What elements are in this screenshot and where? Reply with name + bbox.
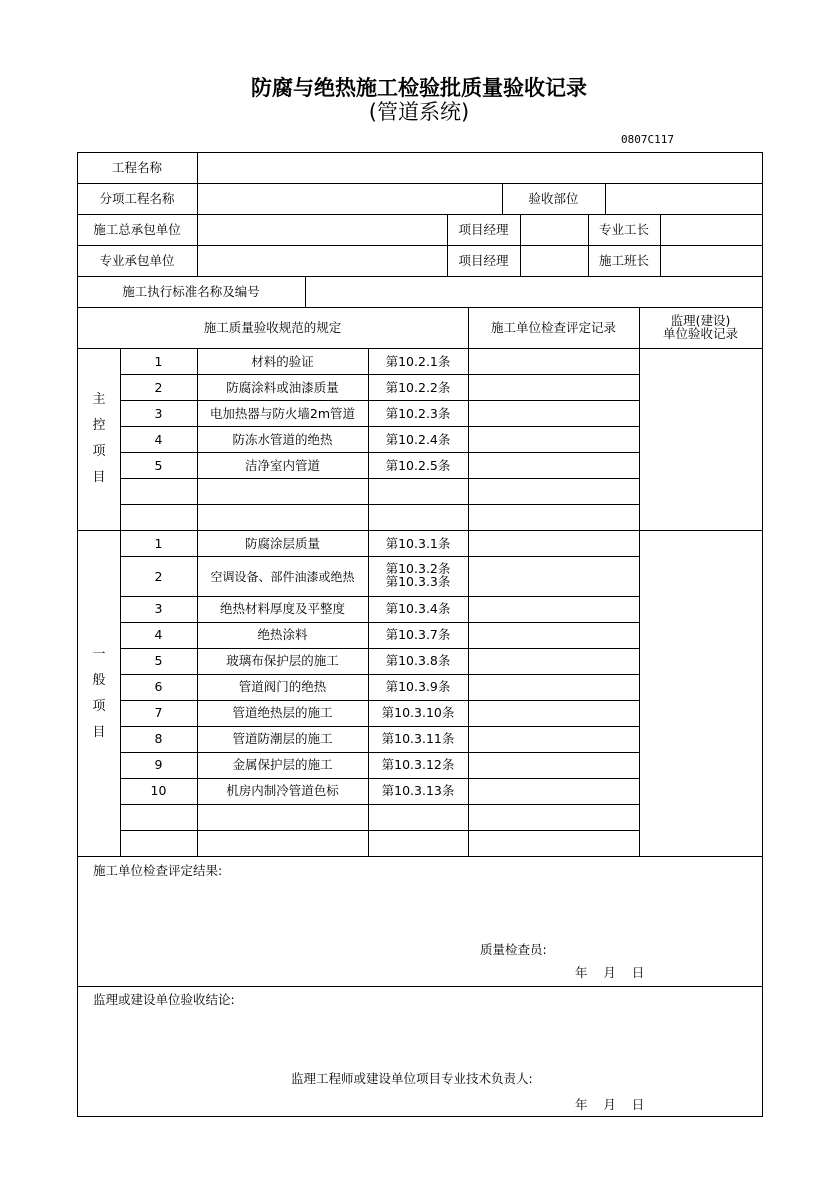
subitem-name-label: 分项工程名称 [99,191,175,206]
clause-ref: 第10.3.4条 [385,601,451,616]
item-name: 管道防潮层的施工 [232,731,333,746]
row-number: 10 [150,783,167,798]
row-number: 2 [154,380,163,395]
row-number: 5 [154,653,163,668]
row-number: 2 [154,569,163,584]
row-number: 4 [154,627,163,642]
row-number: 6 [154,679,163,694]
supervisor-record-header: 监理(建设) 单位验收记录 [662,313,738,341]
clause-ref: 第10.2.3条 [385,406,451,421]
general-contractor-label: 施工总承包单位 [93,222,181,237]
item-name: 防冻水管道的绝热 [232,432,333,447]
supervisor-date: 年 月 日 [575,1097,645,1112]
clause-ref: 第10.3.10条 [381,705,455,720]
contractor-record-header: 施工单位检查评定记录 [490,320,616,335]
item-name: 电加热器与防火墙2m管道 [209,406,356,421]
item-name: 材料的验证 [251,354,314,369]
clause-ref: 第10.3.7条 [385,627,451,642]
specialty-foreman-label: 专业工长 [598,222,649,237]
clause-ref: 第10.3.9条 [385,679,451,694]
clause-ref: 第10.2.4条 [385,432,451,447]
row-number: 1 [154,536,163,551]
clause-ref: 第10.3.11条 [381,731,455,746]
project-manager-label-2: 项目经理 [458,253,509,268]
item-name: 机房内制冷管道色标 [226,783,339,798]
contractor-date: 年 月 日 [575,965,645,980]
row-number: 7 [154,705,163,720]
row-number: 9 [154,757,163,772]
page-subtitle: (管道系统) [368,100,470,124]
project-manager-label: 项目经理 [458,222,509,237]
item-name: 管道绝热层的施工 [232,705,333,720]
acceptance-part-label: 验收部位 [528,191,579,206]
row-number: 3 [154,601,163,616]
item-name: 金属保护层的施工 [232,757,333,772]
row-number: 5 [154,458,163,473]
general-items-label: 一 般 项 目 [92,647,106,740]
clause-ref: 第10.3.1条 [385,536,451,551]
quality-inspector-label: 质量检查员: [480,942,547,957]
clause-ref: 第10.3.13条 [381,783,455,798]
clause-ref: 第10.2.1条 [385,354,451,369]
clause-ref: 第10.3.2条 第10.3.3条 [385,561,451,589]
supervisor-signer-label: 监理工程师或建设单位项目专业技术负责人: [291,1071,533,1086]
item-name: 管道阀门的绝热 [238,679,327,694]
clause-ref: 第10.2.5条 [385,458,451,473]
main-items-label: 主 控 项 目 [92,392,106,485]
page-title: 防腐与绝热施工检验批质量验收记录 [251,76,587,100]
item-name: 玻璃布保护层的施工 [226,653,339,668]
supervisor-conclusion-label: 监理或建设单位验收结论: [93,992,235,1007]
row-number: 3 [154,406,163,421]
row-number: 4 [154,432,163,447]
row-number: 8 [154,731,163,746]
item-name: 洁净室内管道 [244,458,320,473]
clause-ref: 第10.2.2条 [385,380,451,395]
standard-label: 施工执行标准名称及编号 [122,284,260,299]
clause-ref: 第10.3.12条 [381,757,455,772]
specialty-contractor-label: 专业承包单位 [99,253,175,268]
form-code: 0807C117 [621,133,674,146]
item-name: 空调设备、部件油漆或绝热 [210,570,355,584]
spec-column-header: 施工质量验收规范的规定 [203,320,342,335]
project-name-label: 工程名称 [111,160,162,175]
contractor-result-label: 施工单位检查评定结果: [93,863,223,878]
row-number: 1 [154,354,163,369]
item-name: 防腐涂料或油漆质量 [226,380,339,395]
team-leader-label: 施工班长 [598,253,649,268]
clause-ref: 第10.3.8条 [385,653,451,668]
item-name: 防腐涂层质量 [244,536,320,551]
item-name: 绝热材料厚度及平整度 [219,601,345,616]
item-name: 绝热涂料 [257,627,308,642]
